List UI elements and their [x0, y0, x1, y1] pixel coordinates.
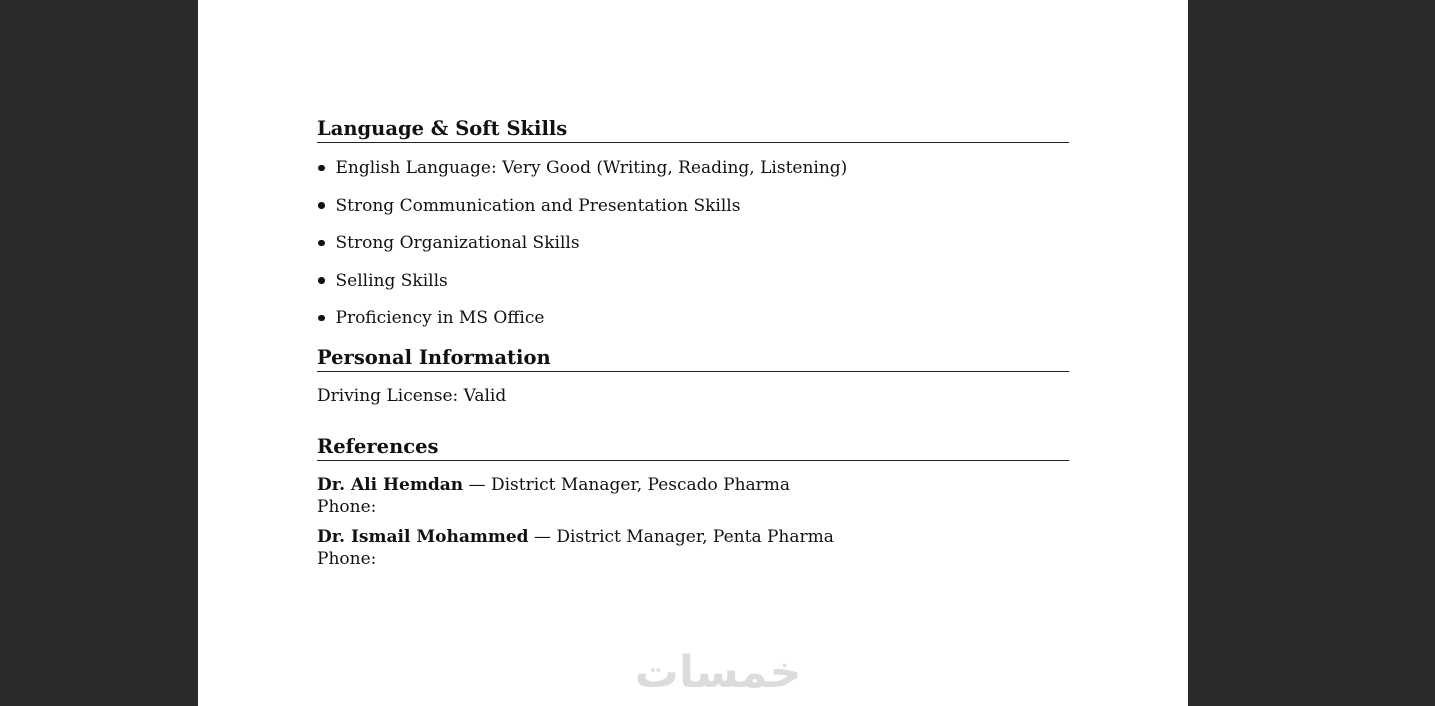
reference-entry [317, 526, 1069, 570]
document-page [198, 0, 1188, 706]
section-title-references: References [317, 434, 1069, 461]
skills-list [317, 157, 1069, 329]
skill-text: Strong Communication and Presentation Skills [335, 195, 741, 216]
skill-text: Proficiency in MS Office [335, 308, 545, 328]
page-content [317, 116, 1069, 570]
bullet-icon [318, 315, 325, 322]
reference-role: — District Manager, Pescado Pharma [463, 474, 791, 495]
skill-text: English Language: Very Good (Writing, Reading, Listening) [335, 158, 848, 178]
reference-name: Dr. Ismail Mohammed [317, 526, 529, 547]
skill-text: Strong Organizational Skills [335, 233, 580, 253]
bullet-icon [318, 277, 325, 284]
list-item [317, 195, 1069, 217]
reference-name: Dr. Ali Hemdan [317, 474, 464, 495]
bullet-icon [318, 202, 325, 209]
reference-phone: Phone: [317, 548, 377, 569]
list-item [317, 157, 1069, 179]
watermark-logo: خمسات [634, 647, 802, 698]
list-item [317, 307, 1069, 329]
section-title-skills: Language & Soft Skills [317, 116, 1069, 143]
bullet-icon [318, 240, 325, 247]
list-item [317, 232, 1069, 254]
skill-text: Selling Skills [335, 270, 448, 291]
reference-entry [317, 474, 1069, 518]
driving-license-text: Driving License: Valid [317, 385, 507, 406]
reference-phone: Phone: [317, 496, 377, 517]
bullet-icon [318, 165, 325, 172]
list-item [317, 270, 1069, 292]
reference-role: — District Manager, Penta Pharma [528, 526, 834, 547]
section-title-personal: Personal Information [317, 345, 1069, 372]
